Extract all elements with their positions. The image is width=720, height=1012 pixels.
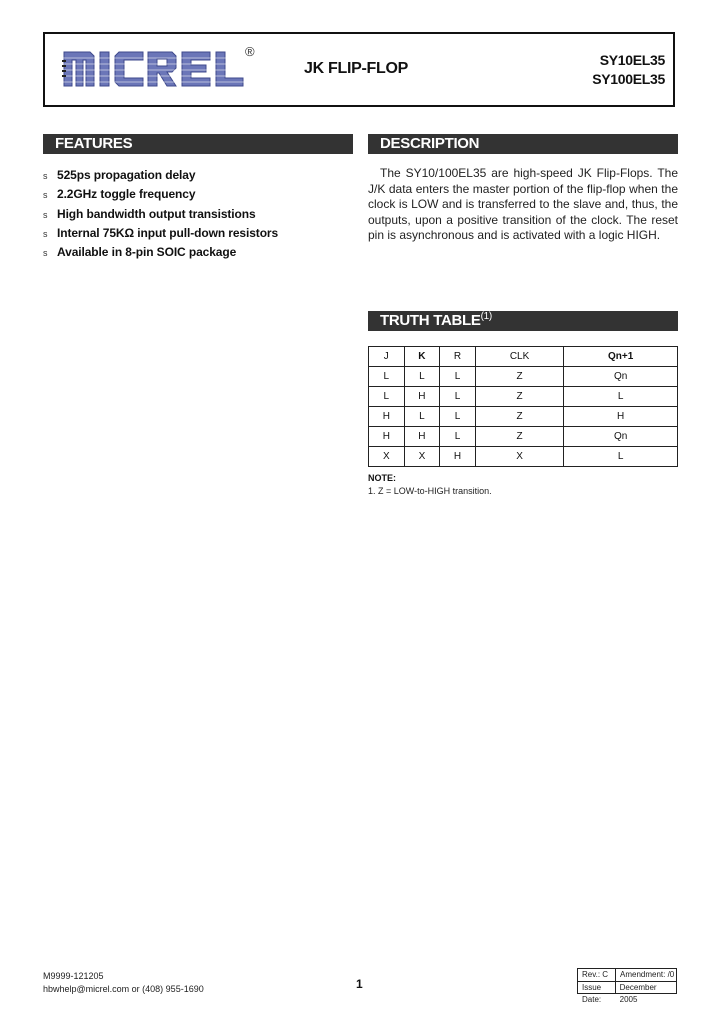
table-cell: L [564,387,678,407]
column-header: R [440,347,476,367]
bullet-icon: s [43,248,48,259]
table-cell: L [564,447,678,467]
table-cell: Qn [564,367,678,387]
feature-item: s Internal 75KΩ input pull-down resistors [43,224,278,243]
table-cell: H [404,427,440,447]
table-cell: L [440,427,476,447]
footer-info [43,970,204,996]
part-number-sy100el35: SY100EL35 [592,71,665,87]
table-cell: Z [475,407,563,427]
part-numbers [592,51,665,89]
footnote-ref: (1) [480,311,492,322]
table-row [369,387,678,407]
table-row [369,367,678,387]
feature-item: s 525ps propagation delay [43,166,278,185]
table-row [369,427,678,447]
issue-date: December 2005 [619,983,657,1004]
feature-item: s High bandwidth output transistions [43,205,278,224]
table-cell: H [369,427,405,447]
feature-item: s Available in 8-pin SOIC package [43,243,278,262]
doc-number: M9999-121205 [43,971,104,981]
features-heading: FEATURES [43,134,353,154]
table-cell: L [440,367,476,387]
column-header: J [369,347,405,367]
bullet-icon: s [43,171,48,181]
table-cell: Z [475,387,563,407]
page-number: 1 [356,977,363,991]
column-header: CLK [475,347,563,367]
bullet-icon: s [43,228,48,239]
truth-table [368,346,678,467]
column-header: K [404,347,440,367]
document-title: JK FLIP-FLOP [304,60,408,77]
table-cell: X [475,447,563,467]
registered-mark: ® [245,44,255,59]
table-cell: L [404,407,440,427]
revision-box [577,968,677,1004]
table-cell: H [369,407,405,427]
bullet-icon: s [43,190,48,201]
table-cell: Z [475,427,563,447]
table-row [369,447,678,467]
bullet-icon: s [43,209,48,220]
amendment: Amendment: /0 [620,970,675,979]
note-text: 1. Z = LOW-to-HIGH transition. [368,486,492,496]
table-cell: L [369,387,405,407]
rev-label: Rev.: C [578,969,616,981]
table-cell: X [369,447,405,467]
table-cell: Z [475,367,563,387]
table-row [369,407,678,427]
table-cell: L [440,387,476,407]
truth-table-heading: TRUTH TABLE$^{(1)}$ [368,311,678,331]
description-heading: DESCRIPTION [368,134,678,154]
contact-info: hbwhelp@micrel.com or (408) 955-1690 [43,984,204,994]
issue-label: Issue Date: [578,982,616,994]
table-cell: L [369,367,405,387]
table-cell: L [404,367,440,387]
table-cell: H [564,407,678,427]
note-label: NOTE: [368,473,396,483]
part-number-sy10el35: SY10EL35 [599,52,665,68]
table-cell: X [404,447,440,467]
table-header-row [369,347,678,367]
features-list [43,166,278,262]
feature-item: s 2.2GHz toggle frequency [43,185,278,204]
table-cell: H [440,447,476,467]
description-text: The SY10/100EL35 are high-speed JK Flip-Flops. The J/K data enters the master portion of the flip-flop when the clock is LOW and is transferred to the slave and, thus, the outputs, upon a positive transition of the clock. The reset pin is asynchronous and is activated with a logic HIGH. [368,166,678,242]
column-header: Qn+1 [564,347,678,367]
table-cell: H [404,387,440,407]
table-cell: L [440,407,476,427]
micrel-logo [62,46,250,90]
table-cell: Qn [564,427,678,447]
